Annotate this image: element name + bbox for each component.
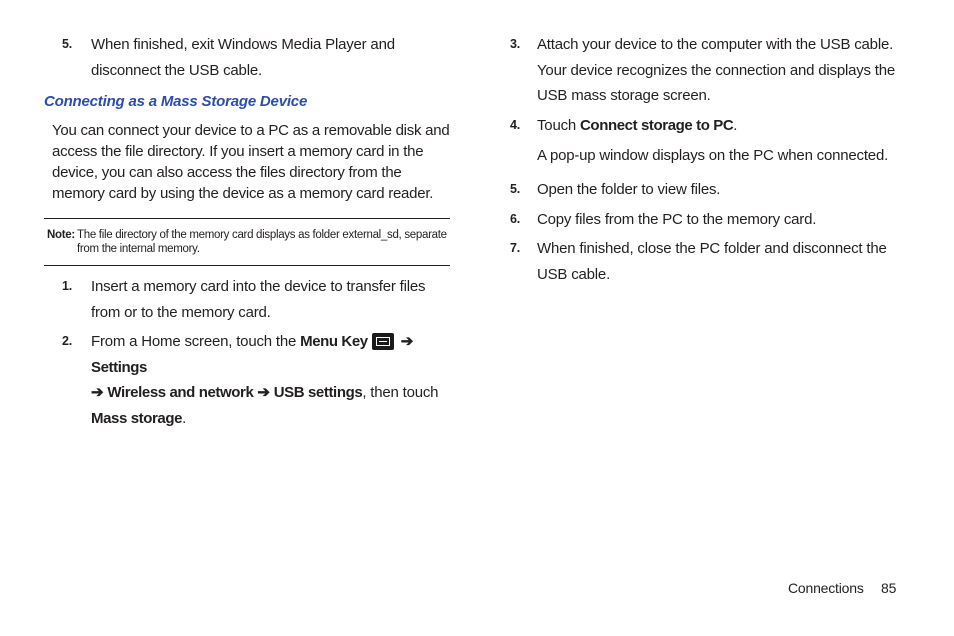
note-box bbox=[44, 218, 450, 266]
step-7-close-folder bbox=[510, 236, 900, 287]
step-number: 5. bbox=[510, 182, 521, 196]
step-text: Open the folder to view files. bbox=[537, 181, 721, 198]
step-text: When finished, exit Windows Media Player and disconnect the USB cable. bbox=[91, 36, 395, 79]
step-1-insert-card bbox=[62, 274, 452, 325]
arrow-icon: ➔ bbox=[91, 384, 104, 401]
step-number: 1. bbox=[62, 279, 73, 293]
period: . bbox=[733, 117, 738, 134]
note-content bbox=[47, 228, 447, 256]
step-text: Copy files from the PC to the memory card. bbox=[537, 211, 817, 228]
step-6-copy-files bbox=[510, 207, 900, 233]
step-number: 7. bbox=[510, 241, 521, 255]
step-number: 6. bbox=[510, 212, 521, 226]
menu-key-label: Menu Key bbox=[300, 333, 368, 350]
note-label: Note: bbox=[47, 229, 75, 241]
step-3-attach-device bbox=[510, 32, 900, 109]
touch-text: Touch bbox=[537, 117, 580, 134]
step-text: When finished, close the PC folder and disconnect the USB cable. bbox=[537, 240, 887, 283]
step-subtext: A pop-up window displays on the PC when connected. bbox=[537, 146, 889, 164]
section-heading: Connecting as a Mass Storage Device bbox=[44, 93, 308, 110]
step-2-menu-path bbox=[62, 329, 452, 431]
settings-label: Settings bbox=[91, 358, 147, 376]
mass-storage-label: Mass storage bbox=[91, 409, 183, 427]
step-number: 2. bbox=[62, 334, 73, 348]
step-text-intro: From a Home screen, touch the bbox=[91, 333, 301, 350]
step-text: Attach your device to the computer with the USB cable. Your device recognizes the connection and displays the USB mass storage screen. bbox=[537, 36, 896, 104]
arrow-icon: ➔ bbox=[257, 384, 270, 401]
footer-section-name: Connections bbox=[788, 580, 864, 596]
step-text bbox=[537, 113, 900, 139]
connect-storage-label: Connect storage to PC bbox=[580, 117, 734, 134]
period: . bbox=[182, 409, 187, 427]
step-4-connect-storage bbox=[510, 113, 900, 168]
arrow-icon: ➔ bbox=[400, 333, 414, 350]
usb-settings-label: USB settings bbox=[273, 384, 363, 401]
step-5-open-folder bbox=[510, 177, 900, 203]
wireless-network-label: Wireless and network bbox=[107, 384, 254, 401]
step-5-finish-media-player bbox=[62, 32, 452, 83]
step-text bbox=[91, 329, 452, 431]
note-text: The file directory of the memory card displays as folder external_sd, separate from the internal memory. bbox=[77, 229, 447, 255]
then-touch-text: , then touch bbox=[362, 384, 439, 401]
step-number: 3. bbox=[510, 37, 521, 51]
menu-key-icon bbox=[372, 333, 394, 350]
step-number: 5. bbox=[62, 37, 73, 51]
step-text: Insert a memory card into the device to transfer files from or to the memory card. bbox=[91, 278, 426, 321]
page-number: 85 bbox=[881, 580, 897, 596]
step-number: 4. bbox=[510, 118, 521, 132]
intro-paragraph: You can connect your device to a PC as a removable disk and access the file directory. If you insert a memory card in the device, you can also access the files directory from the memory card by using the device as a memory card reader. bbox=[52, 122, 450, 202]
